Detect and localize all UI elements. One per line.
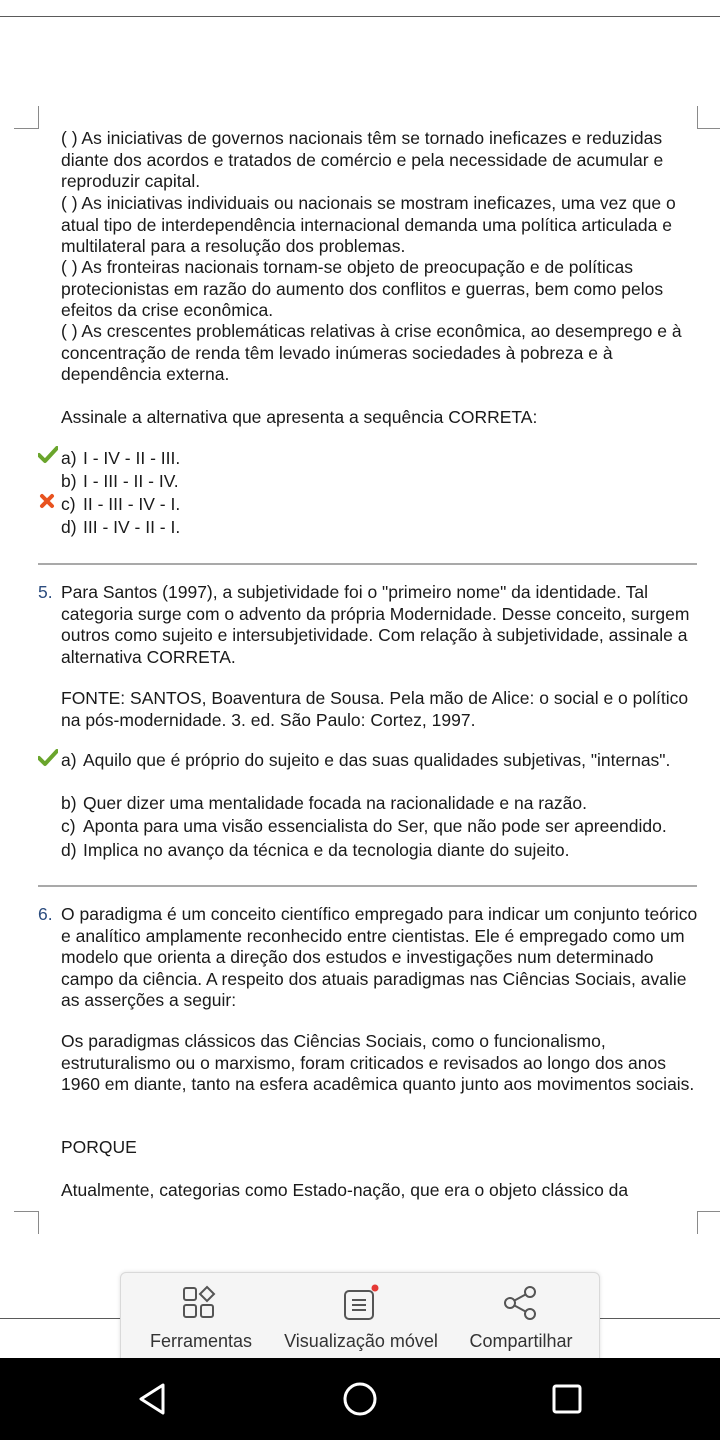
tools-button[interactable] <box>121 1273 281 1359</box>
answer-option-b[interactable] <box>61 792 701 814</box>
page-crop-mark <box>14 1211 39 1234</box>
page-crop-mark <box>14 106 39 129</box>
option-text: Quer dizer uma mentalidade focada na racionalidade e na razão. <box>83 793 587 813</box>
statement-1: ( ) As iniciativas de governos nacionais têm se tornado ineficazes e reduzidas diante dos acordos e tratados de comércio e pela necessidade de acumular e reproduzir capital. <box>61 128 664 191</box>
option-text: Aquilo que é próprio do sujeito e das suas qualidades subjetivas, "internas". <box>83 750 671 770</box>
page-crop-mark <box>697 106 720 129</box>
recents-icon[interactable] <box>547 1379 587 1419</box>
tools-label: Ferramentas <box>149 1331 253 1351</box>
back-icon[interactable] <box>133 1379 173 1419</box>
option-text: I - IV - II - III. <box>83 448 181 468</box>
page-crop-mark <box>697 1211 720 1234</box>
page-bottom-divider <box>0 1318 120 1319</box>
question-source: FONTE: SANTOS, Boaventura de Sousa. Pela mão de Alice: o social e o político na pós-modernidade. 3. ed. São Paulo: Cortez, 1997. <box>61 688 689 730</box>
answer-option-c[interactable] <box>61 493 701 515</box>
question-number: 6. <box>38 904 53 924</box>
question-number: 5. <box>38 582 53 602</box>
top-divider <box>0 16 720 17</box>
cross-icon <box>39 493 55 509</box>
option-text: I - III - II - IV. <box>83 471 179 491</box>
option-text: III - IV - II - I. <box>83 517 181 537</box>
option-letter: b) <box>61 793 77 813</box>
question-separator <box>38 885 697 887</box>
assertion-connector: PORQUE <box>61 1137 137 1157</box>
share-label: Compartilhar <box>469 1331 573 1351</box>
share-icon <box>502 1285 540 1321</box>
share-button[interactable] <box>441 1273 601 1359</box>
option-text: Implica no avanço da técnica e da tecnologia diante do sujeito. <box>83 840 570 860</box>
answer-option-d[interactable] <box>61 839 701 861</box>
notification-dot <box>372 1285 379 1292</box>
answer-option-b[interactable] <box>61 470 701 492</box>
option-text: Aponta para uma visão essencialista do Ser, que não pode ser apreendido. <box>83 816 667 836</box>
page-bottom-divider <box>599 1318 720 1319</box>
statement-3: ( ) As fronteiras nacionais tornam-se objeto de preocupação e de políticas protecionistas em razão do aumento dos conflitos e guerras, bem como pelos efeitos da crise econômica. <box>61 257 664 320</box>
system-nav-bar <box>0 1358 720 1440</box>
question-separator <box>38 563 697 565</box>
home-icon[interactable] <box>340 1379 380 1419</box>
answer-option-a[interactable] <box>61 447 701 469</box>
answer-option-d[interactable] <box>61 516 701 538</box>
check-icon <box>38 446 58 464</box>
question-text: O paradigma é um conceito científico empregado para indicar um conjunto teórico e analítico amplamente reconhecido entre cientistas. Ele é empregado como um modelo que orienta a direção dos estudos e investigações num determinado campo da ciência. A respeito dos atuais paradigmas nas Ciências Sociais, avalie as asserções a seguir: <box>61 904 698 1010</box>
statement-4: ( ) As crescentes problemáticas relativas à crise econômica, ao desemprego e à concentração de renda têm levado inúmeras sociedades à pobreza e à dependência externa. <box>61 321 682 384</box>
tools-icon <box>182 1285 220 1321</box>
option-letter: a) <box>61 750 77 770</box>
answer-option-c[interactable] <box>61 815 701 837</box>
option-letter: c) <box>61 816 76 836</box>
assertion-1: Os paradigmas clássicos das Ciências Sociais, como o funcionalismo, estruturalismo ou o marxismo, foram criticados e revisados ao longo dos anos 1960 em diante, tanto na esfera acadêmica quanto junto aos movimentos sociais. <box>61 1031 695 1094</box>
question-text: Para Santos (1997), a subjetividade foi o "primeiro nome" da identidade. Tal categoria surge com o advento da própria Modernidade. Desse conceito, surgem outros como sujeito e intersubjetividade. Com relação à subjetividade, assinale a alternativa CORRETA. <box>61 582 690 667</box>
option-letter: c) <box>61 494 76 514</box>
option-letter: d) <box>61 840 77 860</box>
option-letter: b) <box>61 471 77 491</box>
mobile-view-button[interactable] <box>281 1273 441 1359</box>
check-icon <box>38 749 58 767</box>
mobile-view-icon <box>341 1283 381 1323</box>
mobile-view-label: Visualização móvel <box>284 1331 438 1351</box>
option-text: II - III - IV - I. <box>83 494 181 514</box>
answer-option-a[interactable] <box>61 749 701 771</box>
statement-2: ( ) As iniciativas individuais ou nacionais se mostram ineficazes, uma vez que o atual tipo de interdependência internacional demanda uma política articulada e multilateral para a resolução dos problemas. <box>61 193 676 256</box>
question-prompt: Assinale a alternativa que apresenta a sequência CORRETA: <box>61 407 538 427</box>
option-letter: a) <box>61 448 77 468</box>
assertion-2: Atualmente, categorias como Estado-nação, que era o objeto clássico da <box>61 1180 629 1200</box>
option-letter: d) <box>61 517 77 537</box>
